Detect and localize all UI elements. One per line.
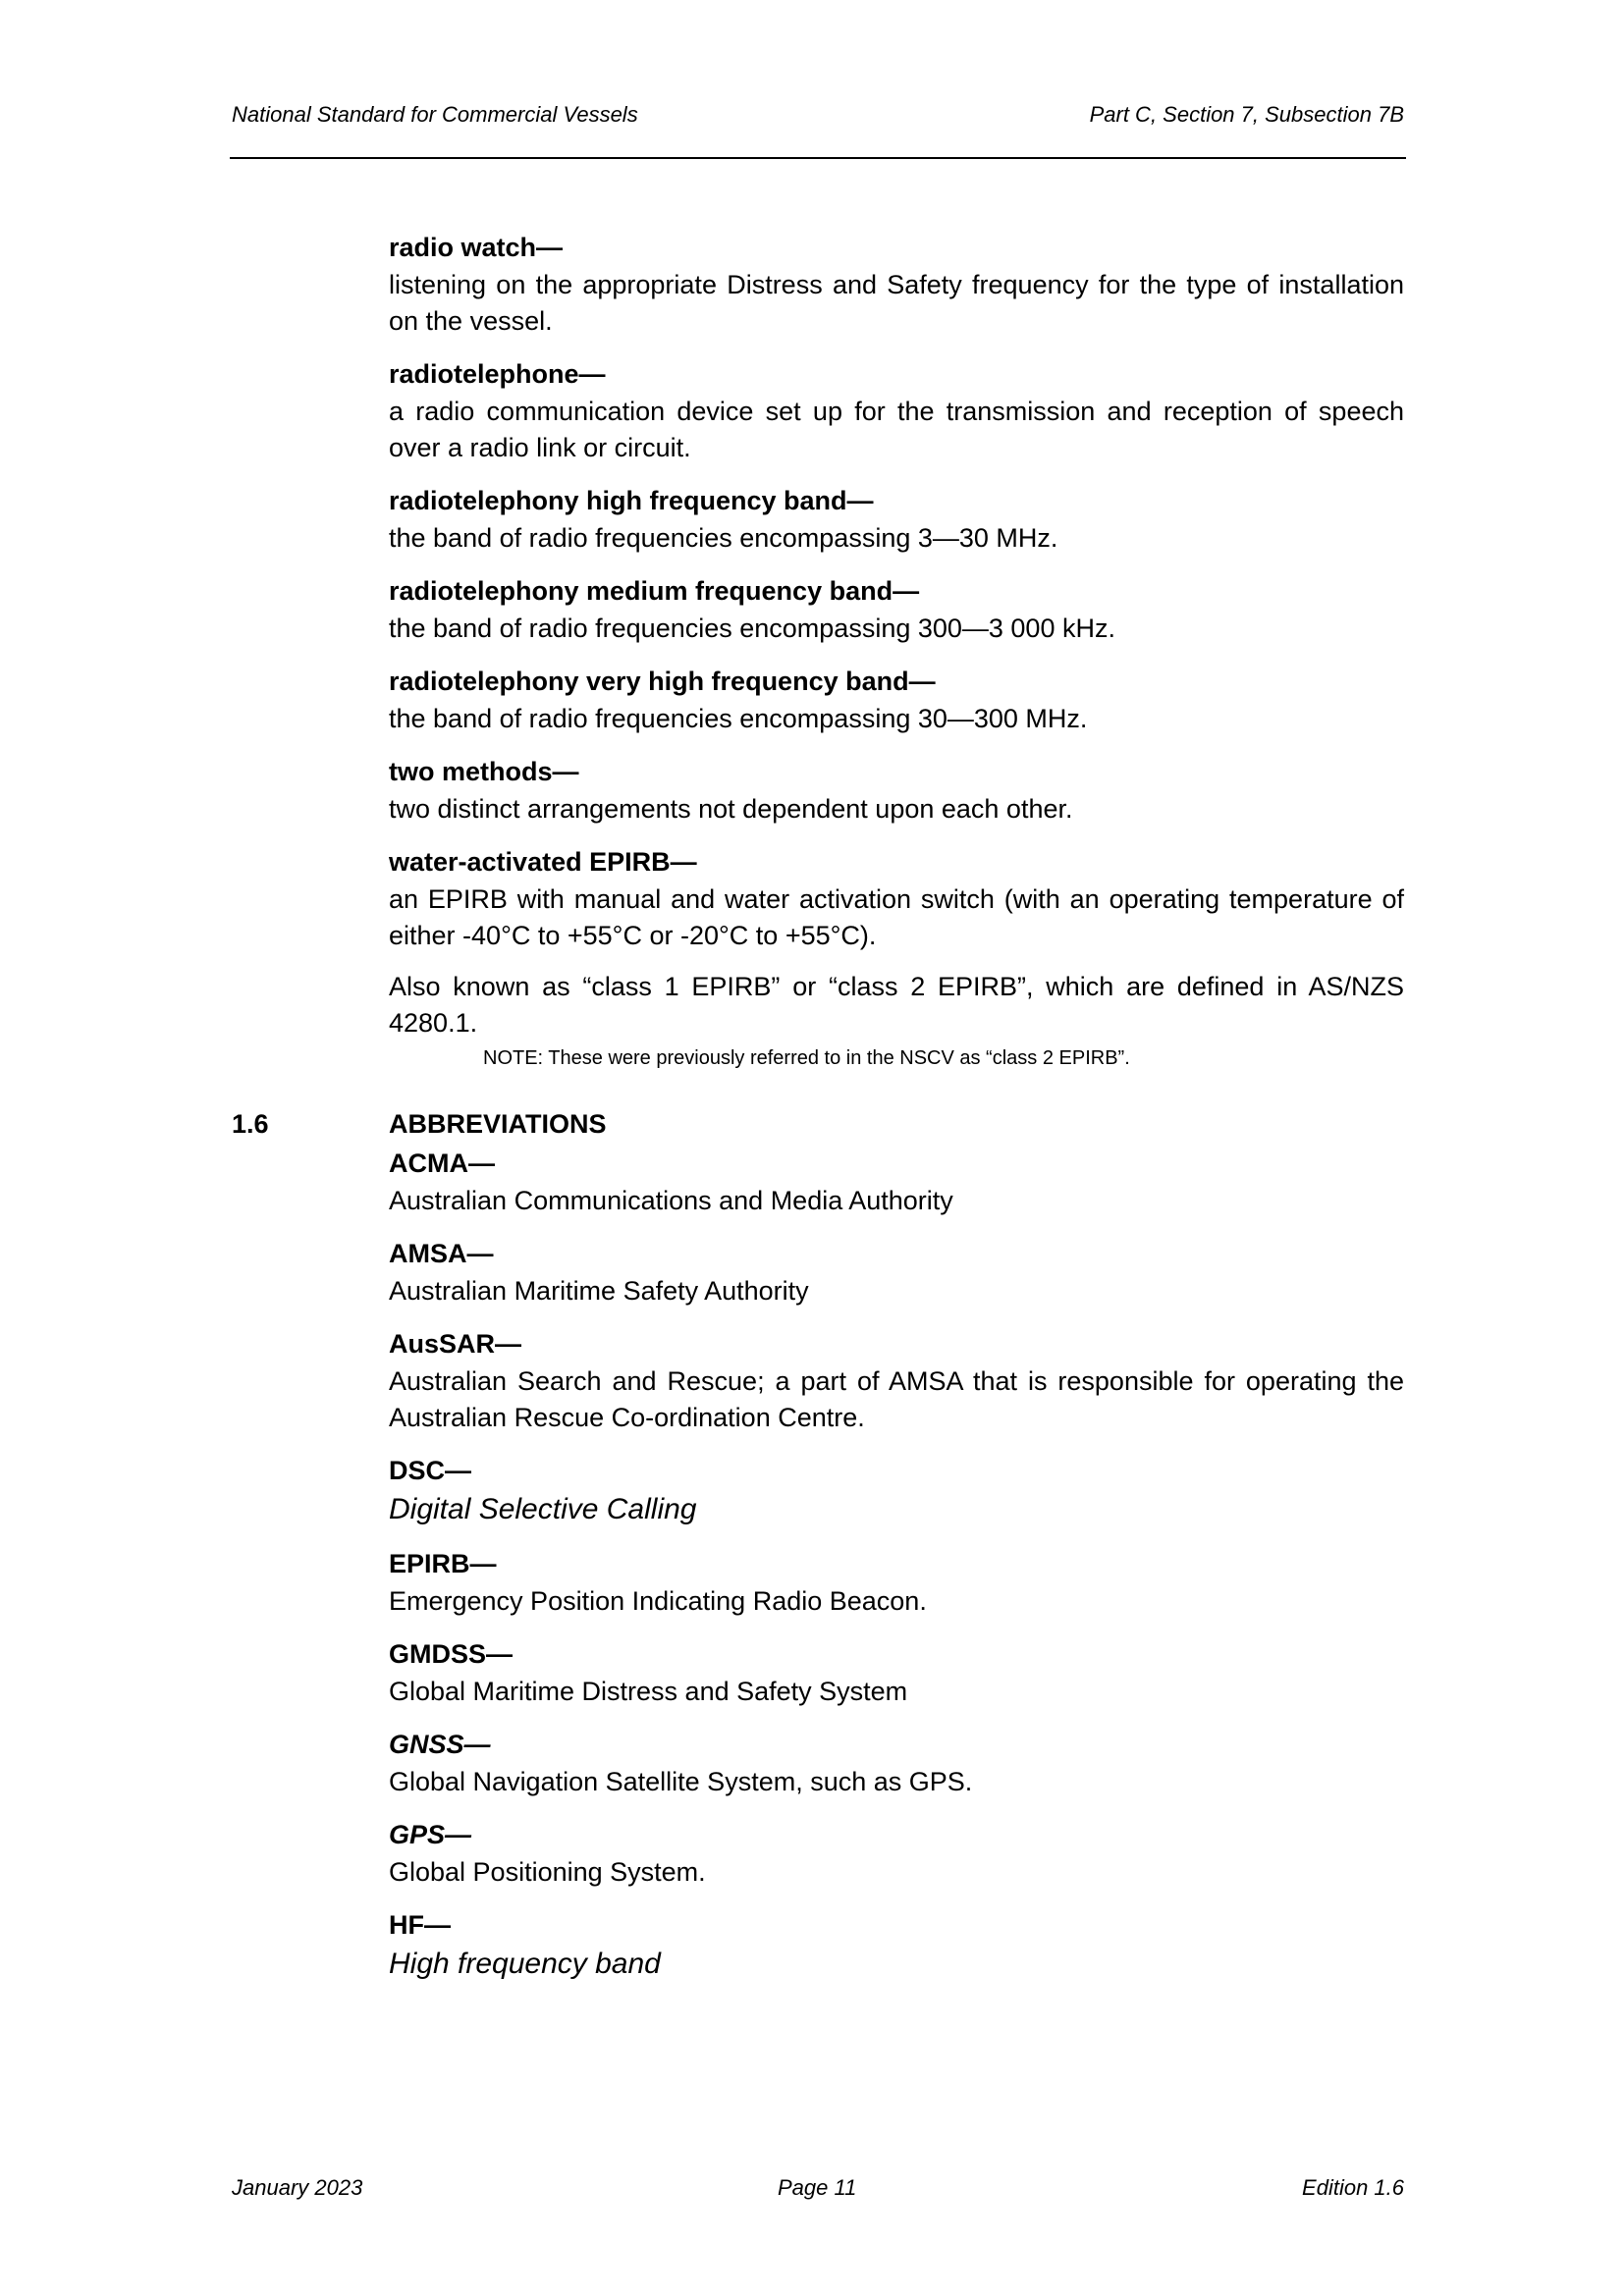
abbr-definition-epirb: Emergency Position Indicating Radio Beacon. [389, 1586, 927, 1616]
section-heading [232, 1104, 1404, 1144]
abbr-term-gnss: GNSS— [389, 1730, 491, 1759]
definition-radiotelephone: a radio communication device set up for the transmission and reception of speech over a radio link or circuit. [389, 397, 1404, 462]
header-section-reference: Part C, Section 7, Subsection 7B [1089, 102, 1404, 127]
definition-radiotelephony-hf-band: the band of radio frequencies encompassing 3—30 MHz. [389, 523, 1058, 553]
abbr-definition-hf: High frequency band [389, 1948, 661, 1980]
definition-radio-watch: listening on the appropriate Distress and Safety frequency for the type of installation on the vessel. [389, 270, 1404, 336]
term-radiotelephony-mf-band: radiotelephony medium frequency band— [389, 576, 920, 606]
definition-water-activated-epirb-extra: Also known as “class 1 EPIRB” or “class 2 EPIRB”, which are defined in AS/NZS 4280.1. [389, 972, 1404, 1038]
definition-radiotelephony-mf-band: the band of radio frequencies encompassing 300—3 000 kHz. [389, 614, 1115, 643]
definition-water-activated-epirb: an EPIRB with manual and water activation switch (with an operating temperature of either -40°C to +55°C or -20°C to +55°C). [389, 884, 1404, 950]
abbr-definition-gnss: Global Navigation Satellite System, such as GPS. [389, 1767, 973, 1796]
term-two-methods: two methods— [389, 757, 579, 786]
abbr-definition-acma: Australian Communications and Media Authority [389, 1186, 953, 1215]
abbr-term-aussar: AusSAR— [389, 1329, 522, 1359]
page-content [232, 228, 1404, 1999]
term-radiotelephone: radiotelephone— [389, 359, 606, 389]
term-radiotelephony-vhf-band: radiotelephony very high frequency band— [389, 667, 936, 696]
abbr-term-epirb: EPIRB— [389, 1549, 497, 1578]
footer-edition: Edition 1.6 [1302, 2175, 1404, 2200]
term-water-activated-epirb: water-activated EPIRB— [389, 847, 697, 877]
abbr-definition-amsa: Australian Maritime Safety Authority [389, 1276, 809, 1306]
abbr-definition-aussar: Australian Search and Rescue; a part of AMSA that is responsible for operating the Australian Rescue Co-ordination Centre. [389, 1366, 1404, 1432]
header-document-title: National Standard for Commercial Vessels [232, 102, 638, 127]
term-radiotelephony-hf-band: radiotelephony high frequency band— [389, 486, 874, 515]
abbr-definition-gps: Global Positioning System. [389, 1857, 706, 1887]
note-water-activated-epirb: NOTE: These were previously referred to in the NSCV as “class 2 EPIRB”. [483, 1047, 1130, 1069]
abbr-term-gps: GPS— [389, 1820, 472, 1849]
abbr-term-gmdss: GMDSS— [389, 1639, 514, 1669]
abbr-definition-gmdss: Global Maritime Distress and Safety System [389, 1677, 908, 1706]
header-divider [230, 157, 1406, 159]
abbr-term-acma: ACMA— [389, 1148, 495, 1178]
definition-radiotelephony-vhf-band: the band of radio frequencies encompassing 30—300 MHz. [389, 704, 1088, 733]
term-radio-watch: radio watch— [389, 233, 564, 262]
footer-page-number: Page 11 [778, 2175, 857, 2200]
definition-two-methods: two distinct arrangements not dependent upon each other. [389, 794, 1073, 824]
abbr-term-dsc: DSC— [389, 1456, 472, 1485]
abbr-term-hf: HF— [389, 1910, 451, 1940]
section-number: 1.6 [232, 1109, 269, 1139]
section-title: ABBREVIATIONS [389, 1109, 607, 1139]
abbr-definition-dsc: Digital Selective Calling [389, 1493, 697, 1525]
abbr-term-amsa: AMSA— [389, 1239, 494, 1268]
page-header [232, 102, 1404, 128]
footer-date: January 2023 [232, 2175, 363, 2200]
